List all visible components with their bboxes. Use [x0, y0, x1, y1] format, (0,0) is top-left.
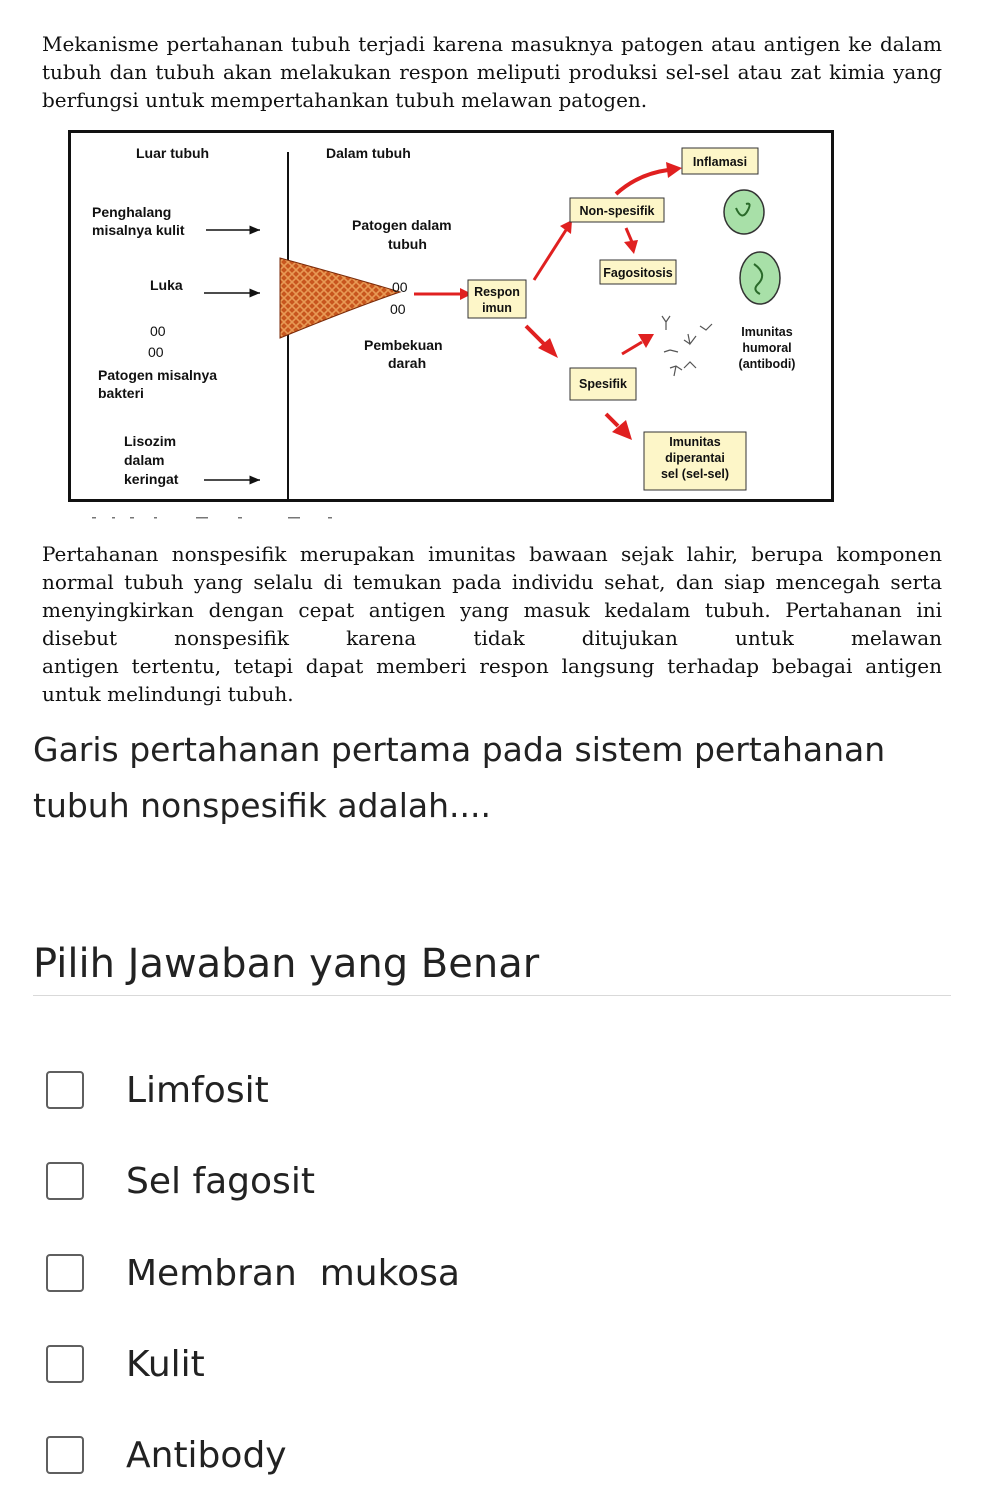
answer-option-label: Membran mukosa — [126, 1252, 460, 1294]
checkbox[interactable] — [46, 1436, 84, 1474]
pathogen-label: Patogen misalnya — [98, 367, 218, 383]
answer-option-kulit[interactable] — [46, 1342, 926, 1386]
checkbox[interactable] — [46, 1254, 84, 1292]
intro-paragraph — [42, 30, 942, 114]
lysozyme-label: dalam — [124, 452, 165, 468]
pathogen-inside-label: tubuh — [388, 236, 427, 252]
clotting-label: darah — [388, 355, 427, 371]
answer-option-label: Antibody — [126, 1434, 287, 1476]
checkbox[interactable] — [46, 1071, 84, 1109]
phagocytosis-label: Fagositosis — [603, 266, 673, 280]
immune-defense-diagram — [68, 130, 834, 502]
answer-option-label: Limfosit — [126, 1069, 269, 1111]
cellular-immunity-label: diperantai — [665, 451, 725, 465]
checkbox[interactable] — [46, 1162, 84, 1200]
bacteria-icon: 00 — [148, 344, 164, 360]
bacteria-icon: 00 — [392, 279, 408, 295]
immune-response-label: imun — [482, 301, 512, 315]
body-line: antigen tertentu, tetapi dapat memberi respon langsung terhadap bebagai antigen — [42, 654, 942, 678]
humoral-label: Imunitas — [741, 325, 793, 339]
cellular-immunity-label: Imunitas — [669, 435, 721, 449]
body-paragraph — [42, 540, 942, 708]
humoral-label: (antibodi) — [738, 357, 796, 371]
answer-option-limfosit[interactable] — [46, 1068, 926, 1112]
inflammation-label: Inflamasi — [692, 155, 748, 169]
barrier-label: misalnya kulit — [92, 222, 185, 238]
body-line: normal tubuh yang selalu di temukan pada individu sehat, dan siap mencegah serta — [42, 570, 942, 594]
scan-artifact-dots — [92, 512, 342, 522]
body-line: untuk melindungi tubuh. — [42, 682, 294, 706]
question-text: Garis pertahanan pertama pada sistem pertahanan tubuh nonspesifik adalah.... — [33, 730, 886, 825]
body-line: Pertahanan nonspesifik merupakan imunitas bawaan sejak lahir, berupa komponen — [42, 542, 942, 566]
answer-option-label: Kulit — [126, 1343, 205, 1385]
pathogen-inside-label: Patogen dalam — [352, 217, 452, 233]
barrier-label: Penghalang — [92, 204, 172, 220]
bacteria-icon: 00 — [390, 301, 406, 317]
checkbox[interactable] — [46, 1345, 84, 1383]
intro-line: tubuh dan tubuh akan melakukan respon meliputi produksi sel-sel atau zat kimia yang — [42, 60, 942, 84]
body-line: disebut nonspesifik karena tidak ditujukan untuk melawan — [42, 626, 942, 650]
answer-option-label: Sel fagosit — [126, 1160, 315, 1202]
pathogen-label: bakteri — [98, 385, 144, 401]
immune-response-label: Respon — [474, 285, 520, 299]
specific-label: Spesifik — [579, 377, 627, 391]
inside-title: Dalam tubuh — [326, 145, 411, 161]
section-divider — [33, 995, 951, 996]
lysozyme-label: Lisozim — [124, 433, 177, 449]
lysozyme-label: keringat — [124, 471, 179, 487]
outside-title: Luar tubuh — [136, 145, 210, 161]
intro-line: Mekanisme pertahanan tubuh terjadi karena masuknya patogen atau antigen ke dalam — [42, 32, 942, 56]
answer-option-membran-mukosa[interactable] — [46, 1251, 926, 1295]
bacteria-icon: 00 — [150, 323, 166, 339]
intro-line: berfungsi untuk mempertahankan tubuh melawan patogen. — [42, 88, 648, 112]
answer-section-title: Pilih Jawaban yang Benar — [33, 941, 540, 987]
answer-option-sel-fagosit[interactable] — [46, 1159, 926, 1203]
phagocyte-cell-icon — [724, 190, 764, 234]
body-line: menyingkirkan dengan cepat antigen yang masuk kedalam tubuh. Pertahanan ini — [42, 598, 942, 622]
nonspecific-label: Non-spesifik — [579, 204, 655, 218]
clotting-label: Pembekuan — [364, 337, 443, 353]
wound-label: Luka — [150, 277, 183, 293]
phagocyte-cell-icon — [740, 252, 780, 304]
humoral-label: humoral — [742, 341, 792, 355]
answer-option-antibody[interactable] — [46, 1433, 926, 1477]
cellular-immunity-label: sel (sel-sel) — [660, 467, 730, 481]
